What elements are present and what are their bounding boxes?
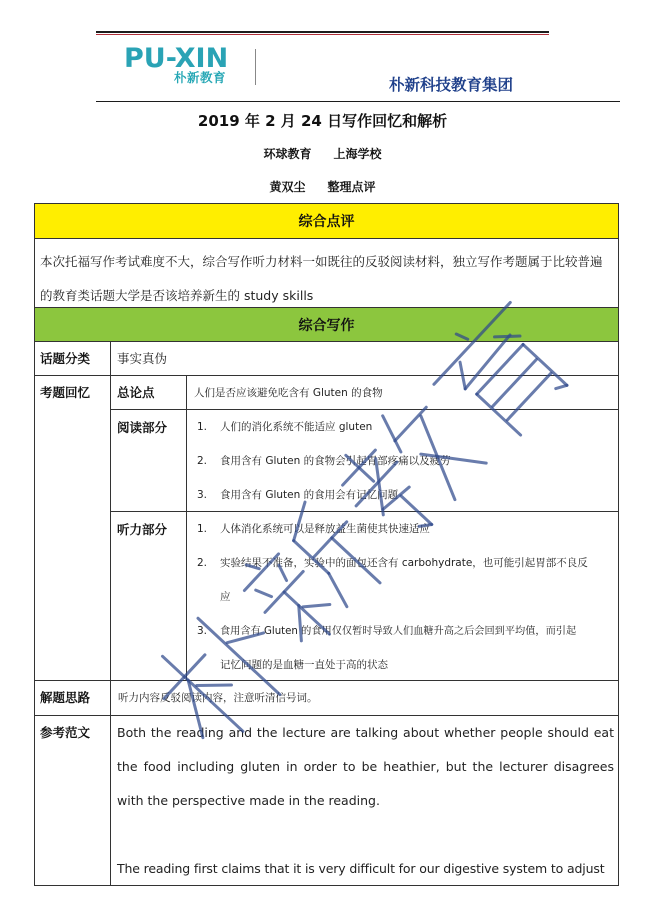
- integrated-writing-heading: 综合写作: [34, 307, 619, 342]
- sample-essay-paragraph: Both the reading and the lecture are talking about whether people should eat the food including gluten in order to be heathier, but the lecturer disagrees with the perspective made in the reading.: [117, 725, 614, 808]
- school-line: [0, 146, 645, 162]
- topic-value-cell: [110, 341, 619, 376]
- school-name: 环球教育: [263, 147, 312, 161]
- thesis-value: 人们是否应该避免吃含有 Gluten 的食物: [194, 387, 383, 399]
- listening-label-cell: [110, 511, 187, 681]
- logo-divider: [255, 49, 256, 85]
- header-top-rule-accent: [96, 34, 549, 35]
- sample-essay-paragraph: The reading first claims that it is very difficult for our digestive system to adjust: [117, 861, 605, 876]
- author-line: [0, 179, 645, 195]
- logo-chinese-name: 朴新教育: [174, 70, 227, 85]
- header-bottom-rule: [96, 101, 620, 102]
- listening-items-cell: [186, 511, 619, 681]
- listening-item-text: 人体消化系统可以是释放益生菌使其快速适应: [220, 523, 430, 535]
- topic-label-cell: [34, 341, 111, 376]
- reading-item-text: 人们的消化系统不能适应 gluten: [220, 421, 373, 433]
- approach-label: 解题思路: [40, 690, 91, 705]
- sample-essay-cell: [110, 715, 619, 886]
- group-name: 朴新科技教育集团: [389, 76, 514, 94]
- approach-value: 听力内容反驳阅读内容，注意听清信号词。: [118, 692, 318, 704]
- reading-item-number: 2.: [197, 455, 208, 467]
- reading-label-cell: [110, 409, 187, 512]
- reading-items-cell: [186, 409, 619, 512]
- reading-label: 阅读部分: [117, 420, 168, 435]
- topic-label: 话题分类: [40, 351, 91, 366]
- sample-label: 参考范文: [40, 725, 91, 740]
- overall-comment-heading: 综合点评: [34, 203, 619, 239]
- reading-item-number: 1.: [197, 421, 208, 433]
- reading-item-text: 食用含有 Gluten 的食用会有记忆问题: [220, 489, 399, 501]
- overall-comment-text: 本次托福写作考试难度不大，综合写作听力材料一如既往的反驳阅读材料，独立写作考题属于比较普遍的教育类话题大学是否该培养新生的 study skills: [34, 238, 619, 307]
- listening-item-text: 实验结果不准备，实验中的面包还含有 carbohydrate，也可能引起胃部不良反: [220, 557, 588, 569]
- approach-value-cell: [110, 680, 619, 716]
- listening-label: 听力部分: [117, 522, 168, 537]
- author-role: 整理点评: [327, 180, 376, 194]
- listening-item-text: 食用含有 Gluten 的食用仅仅暂时导致人们血糖升高之后会回到平均值，而引起: [220, 626, 577, 637]
- listening-item-text: 应: [220, 591, 231, 603]
- sample-label-cell: [34, 715, 111, 886]
- author-name: 黄双尘: [269, 180, 306, 194]
- puxin-logo: [124, 45, 264, 87]
- thesis-value-cell: [186, 375, 619, 410]
- listening-item-number: 1.: [197, 523, 208, 535]
- logo-wordmark: PU-XIN: [124, 43, 229, 74]
- campus-name: 上海学校: [333, 147, 382, 161]
- topic-value: 事实真伪: [117, 351, 168, 366]
- listening-item-number: 2.: [197, 557, 208, 569]
- approach-label-cell: [34, 680, 111, 716]
- listening-item-number: 3.: [197, 625, 208, 637]
- recall-label: 考题回忆: [40, 385, 91, 400]
- listening-item-text: 记忆问题的是血糖一直处于高的状态: [220, 659, 388, 671]
- recall-label-cell: [34, 375, 111, 681]
- reading-item-number: 3.: [197, 489, 208, 501]
- thesis-label: 总论点: [117, 385, 155, 400]
- thesis-label-cell: [110, 375, 187, 410]
- reading-item-text: 食用含有 Gluten 的食物会引起胃部疼痛以及疲劳: [220, 455, 451, 467]
- page-title: 2019 年 2 月 24 日写作回忆和解析: [197, 112, 448, 130]
- header-top-rule: [96, 31, 549, 33]
